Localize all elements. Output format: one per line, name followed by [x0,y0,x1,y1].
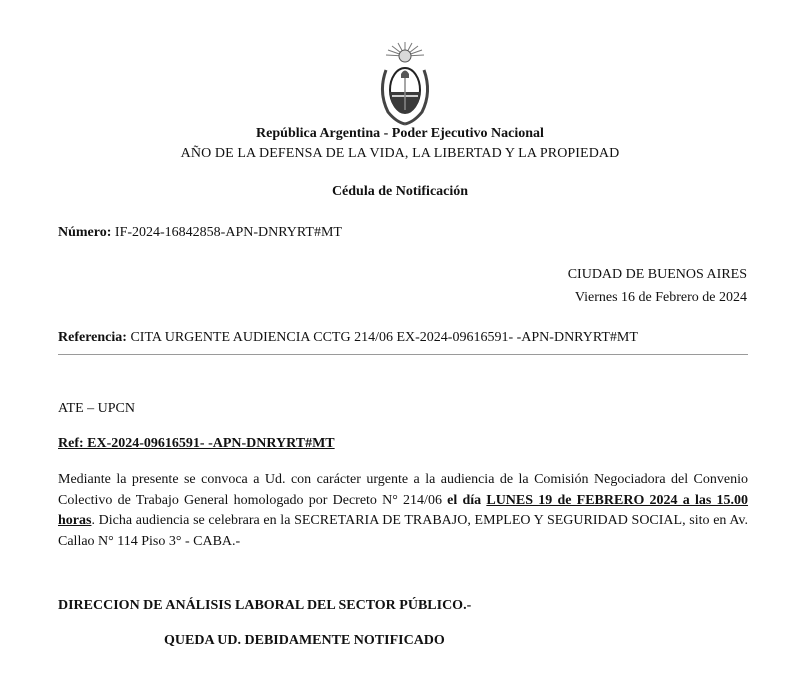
closing-notice: QUEDA UD. DEBIDAMENTE NOTIFICADO [164,633,445,648]
body-paragraph [58,470,748,552]
numero-value: IF-2024-16842858-APN-DNRYRT#MT [114,225,342,240]
referencia-line [58,330,638,346]
numero-line [58,225,342,241]
meeting-datetime: LUNES 19 de FEBRERO 2024 a las 15.00 horas [58,492,749,528]
divider [58,354,748,355]
referencia-value: CITA URGENTE AUDIENCIA CCTG 214/06 EX-2024-09616591- -APN-DNRYRT#MT [130,330,638,345]
body-bold-text: el día [447,492,487,508]
institution-header: República Argentina - Poder Ejecutivo Nacional [256,126,544,141]
numero-label: Número: [58,225,112,240]
signature-office: DIRECCION DE ANÁLISIS LABORAL DEL SECTOR PÚBLICO.- [58,598,472,613]
body-text-part2: . Dicha audiencia se celebrara en la SECRETARIA DE TRABAJO, EMPLEO Y SEGURIDAD SOCIAL, sito en Av. Callao N° 114 Piso 3° - CABA.- [58,513,748,549]
date: Viernes 16 de Febrero de 2024 [574,290,747,305]
coat-of-arms-emblem [374,40,436,126]
city: CIUDAD DE BUENOS AIRES [567,267,747,282]
referencia-label: Referencia: [58,330,127,345]
reference-line: Ref: EX-2024-09616591- -APN-DNRYRT#MT [58,436,335,451]
document-title: Cédula de Notificación [331,184,469,199]
body-text-part1: Mediante la presente se convoca a Ud. con carácter urgente a la audiencia de la Comisión Negociadora del Convenio Colectivo de Trabajo General homologado por Decreto N° 214/06 [58,472,748,508]
sun-icon [399,50,411,62]
year-motto: AÑO DE LA DEFENSA DE LA VIDA, LA LIBERTAD Y LA PROPIEDAD [180,146,620,161]
recipient: ATE – UPCN [58,401,136,416]
